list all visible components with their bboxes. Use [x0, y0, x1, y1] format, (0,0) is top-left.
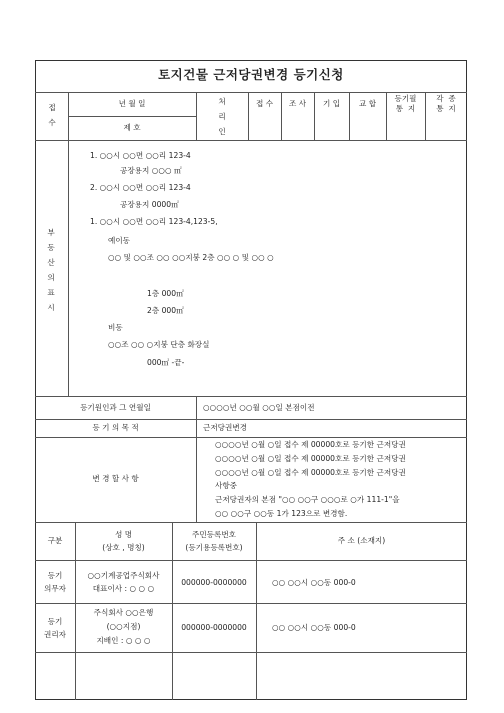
rule — [35, 396, 467, 397]
property-line: 공장용지 0000㎡ — [120, 200, 179, 209]
reception-label: 접수 — [48, 103, 56, 127]
name-header-sub: (상호 , 명칭) — [102, 543, 145, 552]
obligee-address: ○○ ○○시 ○○동 000-0 — [272, 623, 356, 632]
reception-date-label: 년 월 일 — [118, 99, 146, 108]
name-header: 성 명 — [114, 530, 133, 539]
property-line: 예이동 — [108, 236, 131, 245]
obligor-id: 000000-0000000 — [181, 578, 247, 587]
property-line: 000㎡ -끝- — [147, 358, 185, 367]
rule — [35, 560, 467, 561]
changes-line: 사항중 — [215, 481, 238, 490]
reception-number-label: 제 호 — [123, 123, 141, 132]
property-line: 1. ○○시 ○○면 ○○리 123-4 — [90, 151, 191, 160]
obligee-label: 등기 — [47, 617, 63, 626]
rule — [35, 140, 467, 141]
rule — [196, 92, 197, 140]
property-line: 2. ○○시 ○○면 ○○리 123-4 — [90, 183, 191, 192]
changes-line: ○○ ○○구 ○○동 1가 123으로 변경함. — [215, 509, 348, 518]
rule — [35, 92, 467, 93]
changes-label: 변 경 할 사 항 — [92, 474, 139, 483]
changes-line: ○○○○년 ○월 ○일 접수 제 00000호로 등기한 근저당권 — [215, 468, 406, 477]
id-header-sub: (등기용등록번호) — [185, 543, 243, 552]
obligor-label-sub: 의무자 — [43, 584, 66, 593]
form-title: 토지건물 근저당권변경 등기신청 — [158, 67, 344, 82]
process-label: 처리인 — [218, 97, 226, 136]
division-header: 구분 — [47, 536, 63, 545]
property-line: ○○조 ○○ ○지붕 단층 화장실 — [108, 340, 210, 349]
id-header: 주민등록번호 — [191, 530, 236, 539]
step-inspect: 조 사 — [288, 99, 307, 108]
rule — [35, 652, 467, 653]
rule — [68, 116, 196, 117]
obligee-manager: 지배인 : ○ ○ ○ — [96, 636, 151, 645]
property-line: 공장용지 ○○○ ㎡ — [120, 166, 182, 175]
changes-line: ○○○○년 ○월 ○일 접수 제 00000호로 등기한 근저당권 — [215, 454, 406, 463]
obligor-representative: 대표이사 : ○ ○ ○ — [92, 584, 155, 593]
rule — [35, 522, 467, 523]
changes-line: ○○○○년 ○월 ○일 접수 제 00000호로 등기한 근저당권 — [215, 440, 406, 449]
property-line: 1. ○○시 ○○면 ○○리 123-4,123-5, — [90, 217, 218, 226]
obligor-name: ○○기계공업주식회사 — [87, 571, 160, 580]
obligor-address: ○○ ○○시 ○○동 000-0 — [272, 578, 356, 587]
changes-line: 근저당권자의 본점 "○○ ○○구 ○○○로 ○가 111-1"을 — [215, 495, 400, 504]
rule — [35, 603, 467, 604]
rule — [196, 396, 197, 522]
step-verify: 교 합 — [358, 99, 377, 108]
purpose-label: 등 기 의 목 적 — [92, 423, 139, 432]
property-line: 2층 000㎡ — [147, 306, 184, 315]
obligee-label-sub: 권리자 — [43, 630, 66, 639]
obligee-name: 주식회사 ○○은행 — [93, 608, 154, 617]
step-receive: 접 수 — [255, 99, 274, 108]
property-label: 부동산의표시 — [47, 228, 55, 312]
obligor-label: 등기 — [47, 571, 63, 580]
step-enter: 기 입 — [322, 99, 341, 108]
each-notice-label: 각 종 통 지 — [436, 94, 456, 113]
rule — [256, 522, 257, 700]
cause-value: ○○○○년 ○○월 ○○일 본점이전 — [203, 403, 315, 412]
purpose-value: 근저당권변경 — [203, 423, 248, 432]
property-line: 1층 000㎡ — [147, 289, 184, 298]
rule — [68, 140, 69, 396]
notice-label: 등기필 통 지 — [394, 94, 417, 113]
rule — [35, 437, 467, 438]
cause-label: 등기원인과 그 연월일 — [80, 403, 151, 412]
rule — [35, 419, 467, 420]
property-line: ○○ 및 ○○조 ○○ ○○지붕 2층 ○○ ○ 및 ○○ ○ — [108, 253, 274, 262]
obligee-id: 000000-0000000 — [181, 623, 247, 632]
address-header: 주 소 (소재지) — [337, 536, 386, 545]
obligee-branch: (○○지점) — [106, 622, 141, 631]
property-line: 비동 — [108, 323, 123, 332]
